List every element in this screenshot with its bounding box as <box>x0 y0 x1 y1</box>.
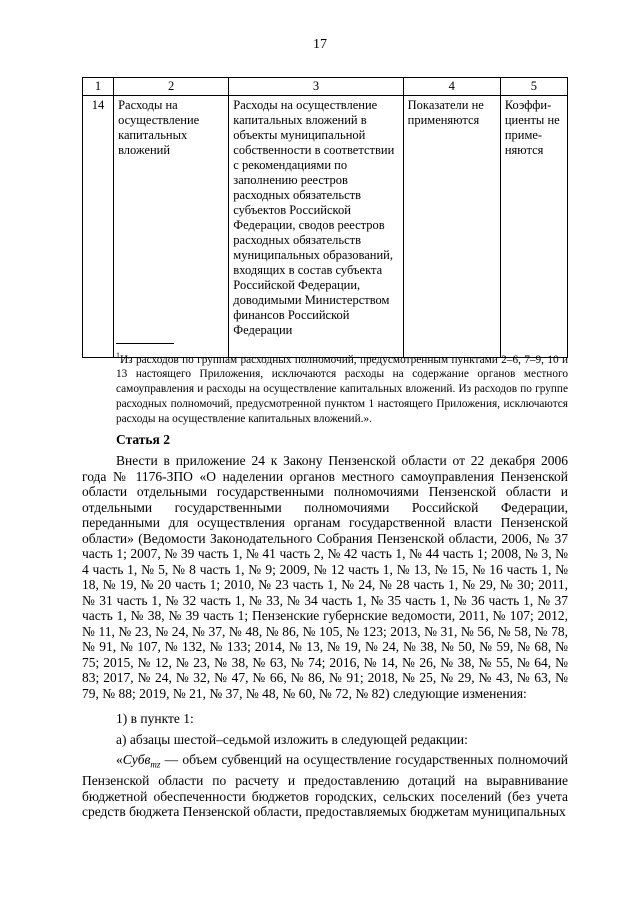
table-header-cell: 4 <box>403 78 500 96</box>
quote-term <box>122 752 161 770</box>
quote-open: « <box>116 752 123 767</box>
paragraph-main <box>82 453 568 701</box>
table-header-cell: 2 <box>114 78 229 96</box>
table-cell-indicators: Показатели не применяются <box>403 96 500 358</box>
table-cell-expense-group: Расходы на осуществление капитальных вложений <box>114 96 229 358</box>
quote-term-text: Субв <box>122 752 151 767</box>
footnote-divider <box>116 343 174 344</box>
paragraph-main-text: Внести в приложение 24 к Закону Пензенской области от 22 декабря 2006 года № 1176-ЗПО «О наделении органов местного самоуправления Пензенской области отдельными государственными полномочиями Пензенской области и отдельными государственными полномочиями Российской Федерации, переданными для осуществления органам государственной власти Пензенской области» (Ведомости Законодательного Собрания Пензенской области, 2006, № 37 часть 1; 2007, № 39 часть 1, № 41 часть 2, № 42 часть 1, № 44 часть 1; 2008, № 3, № 4 часть 1, № 5, № 8 часть 1, № 9; 2009, № 12 часть 1, № 13, № 15, № 16 часть 1, № 18, № 19, № 20 часть 1; 2010, № 23 часть 1, № 24, № 28 часть 1, № 29, № 30; 2011, № 31 часть 1, № 32 часть 1, № 33, № 34 часть 1, № 35 часть 1, № 36 часть 1, № 37 часть 1, № 38, № 39 часть 1; Пензенские губернские ведомости, 2011, № 107; 2012, № 11, № 23, № 24, № 37, № 48, № 86, № 105, № 123; 2013, № 31, № 56, № 58, № 78, № 91, № 107, № 132, № 133; 2014, № 13, № 19, № 24, № 38, № 50, № 59, № 68, № 75; 2015, № 12, № 23, № 38, № 63, № 74; 2016, № 14, № 26, № 38, № 55, № 64, № 83; 2017, № 24, № 32, № 47, № 66, № 86, № 91; 2018, № 25, № 29, № 43, № 63, № 79, № 88; 2019, № 21, № 37, № 48, № 60, № 72, № 82) следующие изменения: <box>82 453 568 701</box>
table-row <box>83 96 568 358</box>
table-cell-coefficients: Коэффи-циенты не приме-няются <box>500 96 567 358</box>
quote-text: — объем субвенций на осуществление государственных полномочий Пензенской области по расчету и предоставлению дотаций на выравнивание бюджетной обеспеченности бюджетов городских, сельских поселений (без учета средств бюджета Пензенской области, предоставляемых бюджетам муниципальных <box>82 752 568 820</box>
list-item-1: 1) в пункте 1: <box>116 711 194 726</box>
footnote <box>116 349 568 426</box>
data-table <box>82 77 568 358</box>
list-item-a: а) абзацы шестой–седьмой изложить в следующей редакции: <box>116 732 468 747</box>
quoted-paragraph <box>82 752 568 820</box>
article-heading: Статья 2 <box>116 432 170 447</box>
quote-term-subscript: mz <box>150 759 161 770</box>
footnote-marker: 1 <box>116 351 120 360</box>
page-number: 17 <box>313 37 327 52</box>
table-cell-description: Расходы на осуществление капитальных вложений в объекты муниципальной собственности в соответствии с рекомендациями по заполнению реестров расходных обязательств субъектов Российской Федерации, сводов реестров расходных обязательств муниципальных образований, входящих в состав субъекта Российской Федерации, доводимыми Министерством финансов Российской Федерации <box>229 96 403 358</box>
table-header-cell: 3 <box>229 78 403 96</box>
table-header-cell: 1 <box>83 78 114 96</box>
table-header-cell: 5 <box>500 78 567 96</box>
footnote-text: Из расходов по группам расходных полномочий, предусмотренным пунктами 2–6, 7–9, 10 и 13 настоящего Приложения, исключаются расходы на содержание органов местного самоуправления и расходы на осуществление капитальных вложений. Из расходов по группе расходных полномочий, предусмотренной пунктом 1 настоящего Приложения, исключаются расходы на осуществление капитальных вложений.». <box>116 353 568 425</box>
table-cell-number: 14 <box>83 96 114 358</box>
table-header-row <box>83 78 568 96</box>
